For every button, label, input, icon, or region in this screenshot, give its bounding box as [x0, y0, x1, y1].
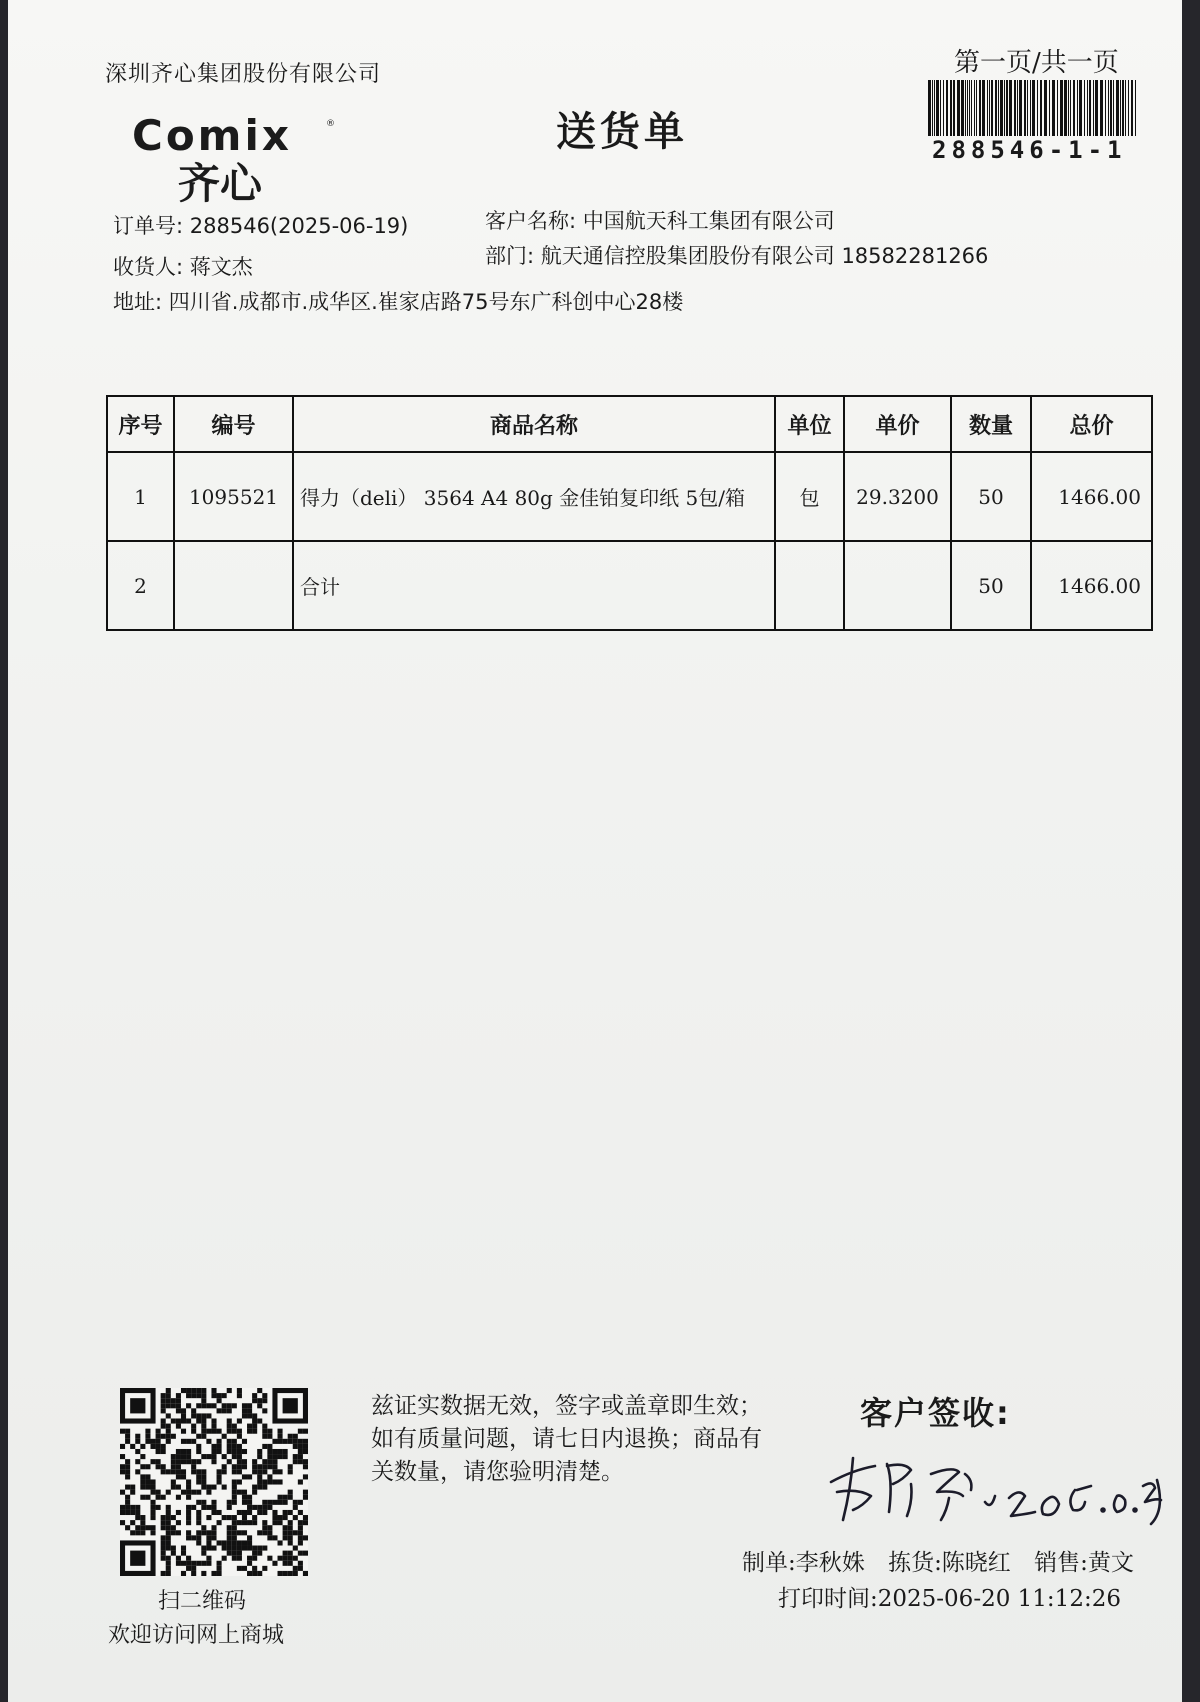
logo-brand-text: Comix [132, 112, 292, 160]
customer-name [485, 205, 835, 235]
dept-value: 航天通信控股集团股份有限公司 18582281266 [540, 244, 989, 268]
cell-code [174, 541, 293, 630]
customer-value: 中国航天科工集团有限公司 [582, 209, 835, 233]
picker: 拣货:陈晓红 [888, 1550, 1011, 1576]
cell-seq: 2 [107, 541, 174, 630]
cell-qty: 50 [951, 541, 1031, 630]
cell-price [844, 541, 951, 630]
dept-label: 部门: [485, 244, 535, 268]
order-value: 288546(2025-06-19) [189, 214, 409, 238]
receiver-label: 收货人: [113, 255, 184, 279]
delivery-note-paper [8, 0, 1182, 1702]
signature-text: 蒋文杰 2025.6.23 [813, 1529, 822, 1530]
document-title: 送货单 [556, 109, 688, 155]
cell-qty: 50 [951, 452, 1031, 541]
staff-line [742, 1544, 1150, 1577]
cell-unit: 包 [775, 452, 844, 541]
company-name: 深圳齐心集团股份有限公司 [105, 62, 382, 87]
table-row [107, 541, 1152, 630]
order-label: 订单号: [113, 214, 184, 238]
cell-product: 得力（deli） 3564 A4 80g 金佳铂复印纸 5包/箱 [293, 452, 775, 541]
col-header: 数量 [951, 396, 1031, 452]
print-time: 打印时间:2025-06-20 11:12:26 [778, 1586, 1121, 1612]
cell-seq: 1 [107, 452, 174, 541]
address-value: 四川省.成都市.成华区.崔家店路75号东广科创中心28楼 [168, 290, 684, 314]
col-header: 编号 [174, 396, 293, 452]
order-number [113, 210, 408, 240]
cell-price: 29.3200 [844, 452, 951, 541]
address-label: 地址: [113, 290, 163, 314]
department [485, 240, 988, 270]
col-header: 商品名称 [293, 396, 775, 452]
receiver-value: 蒋文杰 [189, 255, 253, 279]
receiver [113, 251, 253, 281]
notice-text: 兹证实数据无效，签字或盖章即生效；如有质量问题，请七日内退换；商品有关数量，请您验明清楚。 [371, 1393, 762, 1485]
maker: 制单:李秋姝 [742, 1550, 865, 1576]
items-table [106, 395, 1153, 631]
cell-total: 1466.00 [1031, 452, 1152, 541]
qr-code[interactable] [120, 1388, 308, 1576]
table-header-row [107, 396, 1152, 452]
svg-text:®: ® [326, 119, 335, 129]
col-header: 单价 [844, 396, 951, 452]
customer-sign-title: 客户签收: [860, 1394, 1011, 1432]
cell-code: 1095521 [174, 452, 293, 541]
cell-total: 1466.00 [1031, 541, 1152, 630]
col-header: 单位 [775, 396, 844, 452]
qr-caption-scan: 扫二维码 [158, 1589, 247, 1614]
col-header: 序号 [107, 396, 174, 452]
comix-logo [130, 112, 340, 204]
barcode-number: 288546-1-1 [932, 136, 1127, 164]
sales: 销售:黄文 [1034, 1550, 1134, 1576]
handwritten-signature [813, 1440, 1173, 1530]
page-indicator: 第一页/共一页 [954, 48, 1119, 78]
barcode [928, 80, 1138, 136]
cell-product: 合计 [293, 541, 775, 630]
table-row [107, 452, 1152, 541]
qr-caption-mall: 欢迎访问网上商城 [108, 1623, 285, 1648]
col-header: 总价 [1031, 396, 1152, 452]
customer-label: 客户名称: [485, 209, 577, 233]
logo-cn-text: 齐心 [178, 159, 263, 204]
cell-unit [775, 541, 844, 630]
address [113, 286, 683, 316]
